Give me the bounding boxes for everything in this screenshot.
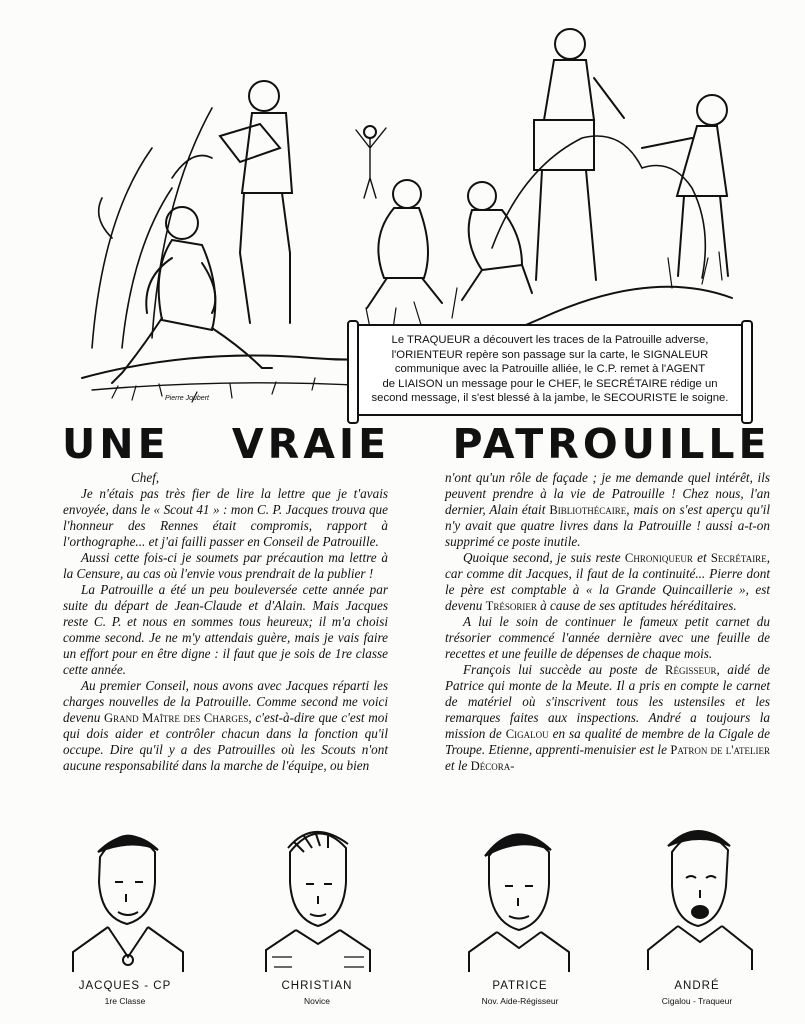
text-run: , mais on s'est aperçu qu'il n'y avait que quatre livres dans la Patrouille ! aussi a-t-on supprimé ce poste inutile. <box>445 502 770 549</box>
role-name: Décora- <box>470 759 515 773</box>
portrait-jacques-drawing <box>60 812 190 977</box>
portrait-name: CHRISTIAN <box>281 980 353 992</box>
caption-line: second message, il s'est blessé à la jambe, le SECOURISTE le soigne. <box>371 392 729 405</box>
right-column <box>445 470 770 774</box>
role-name: Chroniqueur <box>624 551 693 565</box>
text-run: Quoique second, je suis reste <box>463 550 625 565</box>
text-run: et <box>692 550 711 565</box>
portrait-name: PATRICE <box>492 980 548 992</box>
paragraph <box>445 550 770 614</box>
role-name: Trésorier <box>485 599 537 613</box>
portrait-christian-drawing <box>252 812 382 977</box>
portrait-role: Nov. Aide-Régisseur <box>481 996 559 1006</box>
portrait-patrice-drawing <box>455 812 585 977</box>
caption-line: communique avec la Patrouille alliée, le C.P. remet à l'AGENT <box>394 363 706 376</box>
scroll-left-roll <box>347 320 359 424</box>
portrait-role: 1re Classe <box>104 996 146 1006</box>
caption-line: Le TRAQUEUR a découvert les traces de la Patrouille adverse, <box>391 334 709 346</box>
portrait-andre <box>632 812 762 1022</box>
portrait-andre-drawing <box>632 812 762 977</box>
role-name: Patron de l'atelier <box>670 743 770 757</box>
article-title: UNE VRAIE PATROUILLE <box>62 420 771 468</box>
text-run: , c'est-à-dire que c'est moi qui dois aider et contrôler chacun dans la fonction qu'il occupe. Dire qu'il y a des Patrouilles où les Scouts n'ont aucune responsabilité dans la marche de l'équipe, ou bien <box>63 710 388 773</box>
caption-line: de LIAISON un message pour le CHEF, le SECRÉTAIRE rédige un <box>382 377 718 390</box>
role-name: Grand Maître des Charges <box>104 711 249 725</box>
text-run: n'ont qu'un rôle de façade ; je me demande quel intérêt, ils peuvent prendre à la vie de Patrouille ! Chez nous, l'an dernier, Alain était <box>445 470 770 517</box>
paragraph <box>63 678 388 774</box>
salutation: Chef, <box>131 470 160 485</box>
text-run: et le <box>445 758 471 773</box>
portrait-jacques <box>60 812 190 1022</box>
portrait-name: JACQUES - CP <box>78 980 172 992</box>
role-name: Bibliothécaire <box>549 503 627 517</box>
artist-signature: Pierre Joubert <box>165 395 209 402</box>
left-column <box>63 470 388 774</box>
text-run: , car comme dit Jacques, il faut de la continuité... Pierre dont le père est comptable à « la Grande Quincaillerie », est devenu <box>445 550 770 613</box>
caption-line: l'ORIENTEUR repère son passage sur la carte, le SIGNALEUR <box>391 348 709 361</box>
role-name: Cigalou <box>505 727 549 741</box>
paragraph: Aussi cette fois-ci je soumets par précaution ma lettre à la Censure, au cas où l'envie vous prendrait de la publier ! <box>63 550 388 581</box>
paragraph: La Patrouille a été un peu bouleversée cette année par suite du départ de Jean-Claude et d'Alain. Mais Jacques reste C. P. et nous en sommes tous heureux; il m'a choisi comme second. Je ne m'y attendais guère, mais je vais faire un effort pour en être digne : il faut que je sois de 1re classe cette année. <box>63 582 388 677</box>
text-run: , aidé de Patrice qui monte de la Meute. Il a pris en compte le carnet de matériel où s'inscrivent tous les ustensiles et les remarques faites aux inspections. André a toujours la mission de <box>445 662 770 741</box>
portrait-role: Novice <box>304 996 330 1006</box>
text-run: Au premier Conseil, nous avons avec Jacques réparti les charges nouvelles de la Patrouille. Comme second me voici devenu <box>63 678 388 725</box>
portrait-christian <box>252 812 382 1022</box>
role-name: Régisseur <box>665 663 717 677</box>
role-name: Secrétaire <box>710 551 767 565</box>
portrait-name: ANDRÉ <box>674 980 720 992</box>
scroll-right-roll <box>741 320 753 424</box>
text-run: François lui succède au poste de <box>463 662 666 677</box>
illustration-caption <box>354 324 746 416</box>
paragraph <box>445 662 770 774</box>
paragraph: A lui le soin de continuer le fameux petit carnet du trésorier commencé l'année dernière avec une feuille de recettes et une feuille de dépenses de chaque mois. <box>445 614 770 661</box>
portrait-patrice <box>455 812 585 1022</box>
text-run: à cause de ses aptitudes héréditaires. <box>536 598 737 613</box>
text-run: en sa qualité de membre de la Cigale de Troupe. Etienne, apprenti-menuisier est le <box>445 726 770 757</box>
portrait-role: Cigalou - Traqueur <box>661 996 733 1006</box>
paragraph <box>445 470 770 550</box>
paragraph: Je n'étais pas très fier de lire la lettre que je t'avais envoyée, dans le « Scout 41 » : mon C. P. Jacques trouva que l'honneur des Rennes était compromis, rapport à l'orthographe... et j'ai failli passer en Conseil de Patrouille. <box>63 486 388 549</box>
